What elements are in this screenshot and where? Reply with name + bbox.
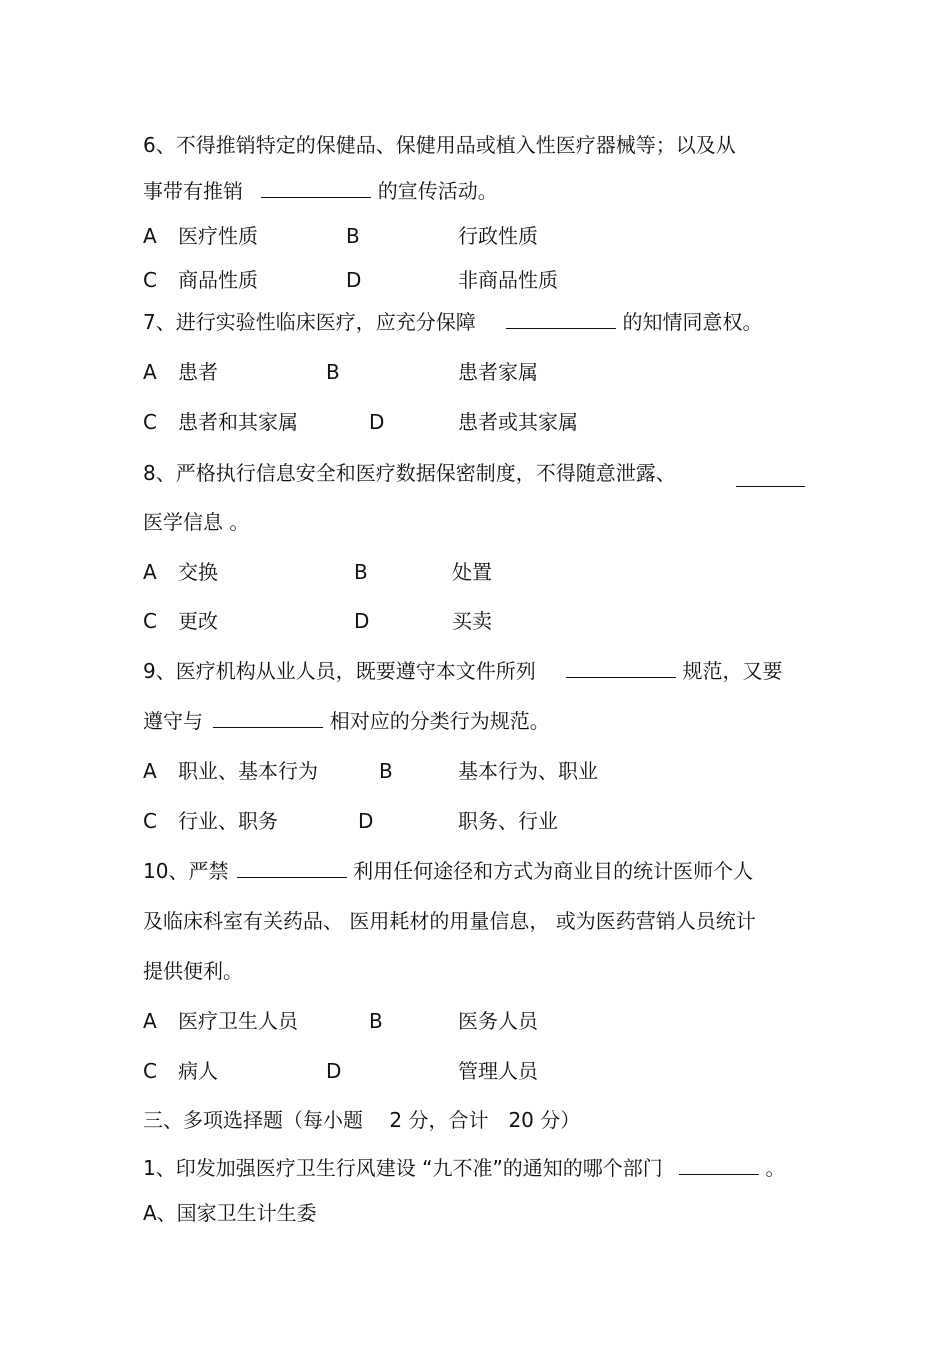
q6-option-c-text: 商品性质 [178, 268, 258, 292]
q9-option-d-letter[interactable]: D [358, 809, 374, 833]
q9-option-b-text: 基本行为、职业 [458, 759, 598, 783]
q10-answer-blank[interactable] [237, 859, 347, 878]
q8-option-c-letter[interactable]: C [143, 609, 157, 633]
q6-stem-line2 [143, 178, 498, 204]
q8-stem-line2: 医学信息 。 [143, 510, 250, 534]
q7-option-d-text: 患者或其家属 [458, 410, 578, 434]
q6-option-d-letter[interactable]: D [346, 268, 362, 292]
m1-stem-text-post: 。 [765, 1156, 786, 1180]
q10-stem-text-pre: 10、严禁 [143, 859, 229, 883]
q6-answer-blank[interactable] [261, 179, 371, 198]
q8-option-b-text: 处置 [452, 560, 492, 584]
q10-option-a-text: 医疗卫生人员 [178, 1009, 298, 1033]
q10-option-b-text: 医务人员 [458, 1009, 538, 1033]
q8-stem-line1: 8、严格执行信息安全和医疗数据保密制度，不得随意泄露、 [143, 461, 676, 485]
q8-option-d-letter[interactable]: D [354, 609, 370, 633]
q10-option-a-letter[interactable]: A [143, 1009, 157, 1033]
q7-option-b-text: 患者家属 [458, 360, 538, 384]
q9-option-c-letter[interactable]: C [143, 809, 157, 833]
q8-option-c-text: 更改 [178, 609, 218, 633]
q6-option-d-text: 非商品性质 [458, 268, 558, 292]
q7-stem-text-pre: 7、进行实验性临床医疗，应充分保障 [143, 310, 476, 334]
q10-stem-line3: 提供便利。 [143, 959, 243, 983]
q10-stem-text-post: 利用任何途径和方式为商业目的统计医师个人 [353, 859, 754, 883]
q9-option-b-letter[interactable]: B [379, 759, 393, 783]
q9-option-a-letter[interactable]: A [143, 759, 157, 783]
q10-option-c-text: 病人 [178, 1059, 218, 1083]
m1-answer-blank[interactable] [679, 1156, 759, 1175]
q9-stem-text-pre: 9、医疗机构从业人员，既要遵守本文件所列 [143, 659, 536, 683]
section-heading: 三、多项选择题（每小题 2 分，合计 20 分） [143, 1108, 581, 1132]
q9-stem-line2 [143, 708, 550, 734]
q7-option-b-letter[interactable]: B [326, 360, 340, 384]
q6-option-c-letter[interactable]: C [143, 268, 157, 292]
q7-answer-blank[interactable] [506, 310, 616, 329]
q8-option-b-letter[interactable]: B [354, 560, 368, 584]
q8-option-a-letter[interactable]: A [143, 560, 157, 584]
q10-option-d-text: 管理人员 [458, 1059, 538, 1083]
q9-option-c-text: 行业、职务 [178, 809, 278, 833]
q9-stem-line1 [143, 658, 782, 684]
q8-answer-blank[interactable] [736, 468, 805, 487]
q7-option-d-letter[interactable]: D [369, 410, 385, 434]
q7-option-a-letter[interactable]: A [143, 360, 157, 384]
q10-option-b-letter[interactable]: B [369, 1009, 383, 1033]
q7-stem-text-post: 的知情同意权。 [622, 310, 763, 334]
q9-option-a-text: 职业、基本行为 [178, 759, 318, 783]
q10-option-c-letter[interactable]: C [143, 1059, 157, 1083]
q6-stem-text-post: 的宣传活动。 [377, 179, 498, 203]
q6-option-a-letter[interactable]: A [143, 224, 157, 248]
q9-option-d-text: 职务、行业 [458, 809, 558, 833]
q8-option-d-text: 买卖 [452, 609, 492, 633]
q10-stem-line2: 及临床科室有关药品、 医用耗材的用量信息， 或为医药营销人员统计 [143, 909, 756, 933]
q10-option-d-letter[interactable]: D [326, 1059, 342, 1083]
m1-stem-text-pre: 1、印发加强医疗卫生行风建设 “九不准”的通知的哪个部门 [143, 1156, 663, 1180]
q6-option-b-letter[interactable]: B [346, 224, 360, 248]
q8-option-a-text: 交换 [178, 560, 218, 584]
q9-stem-text-post: 规范，又要 [682, 659, 783, 683]
m1-option-a[interactable]: A、国家卫生计生委 [143, 1201, 317, 1225]
q7-stem-line1 [143, 309, 762, 335]
q7-option-a-text: 患者 [178, 360, 218, 384]
q9-answer-blank-2[interactable] [213, 709, 323, 728]
q6-option-b-text: 行政性质 [458, 224, 538, 248]
q7-option-c-letter[interactable]: C [143, 410, 157, 434]
q6-stem-text-pre: 事带有推销 [143, 179, 243, 203]
q9-answer-blank-1[interactable] [566, 659, 676, 678]
q6-option-a-text: 医疗性质 [178, 224, 258, 248]
q7-option-c-text: 患者和其家属 [178, 410, 298, 434]
q10-stem-line1 [143, 858, 753, 884]
m1-stem-line1 [143, 1155, 786, 1181]
q6-stem-line1: 6、不得推销特定的保健品、保健用品或植入性医疗器械等；以及从 [143, 133, 736, 157]
q9-stem-text-pre2: 遵守与 [143, 709, 203, 733]
q9-stem-text-post2: 相对应的分类行为规范。 [329, 709, 550, 733]
